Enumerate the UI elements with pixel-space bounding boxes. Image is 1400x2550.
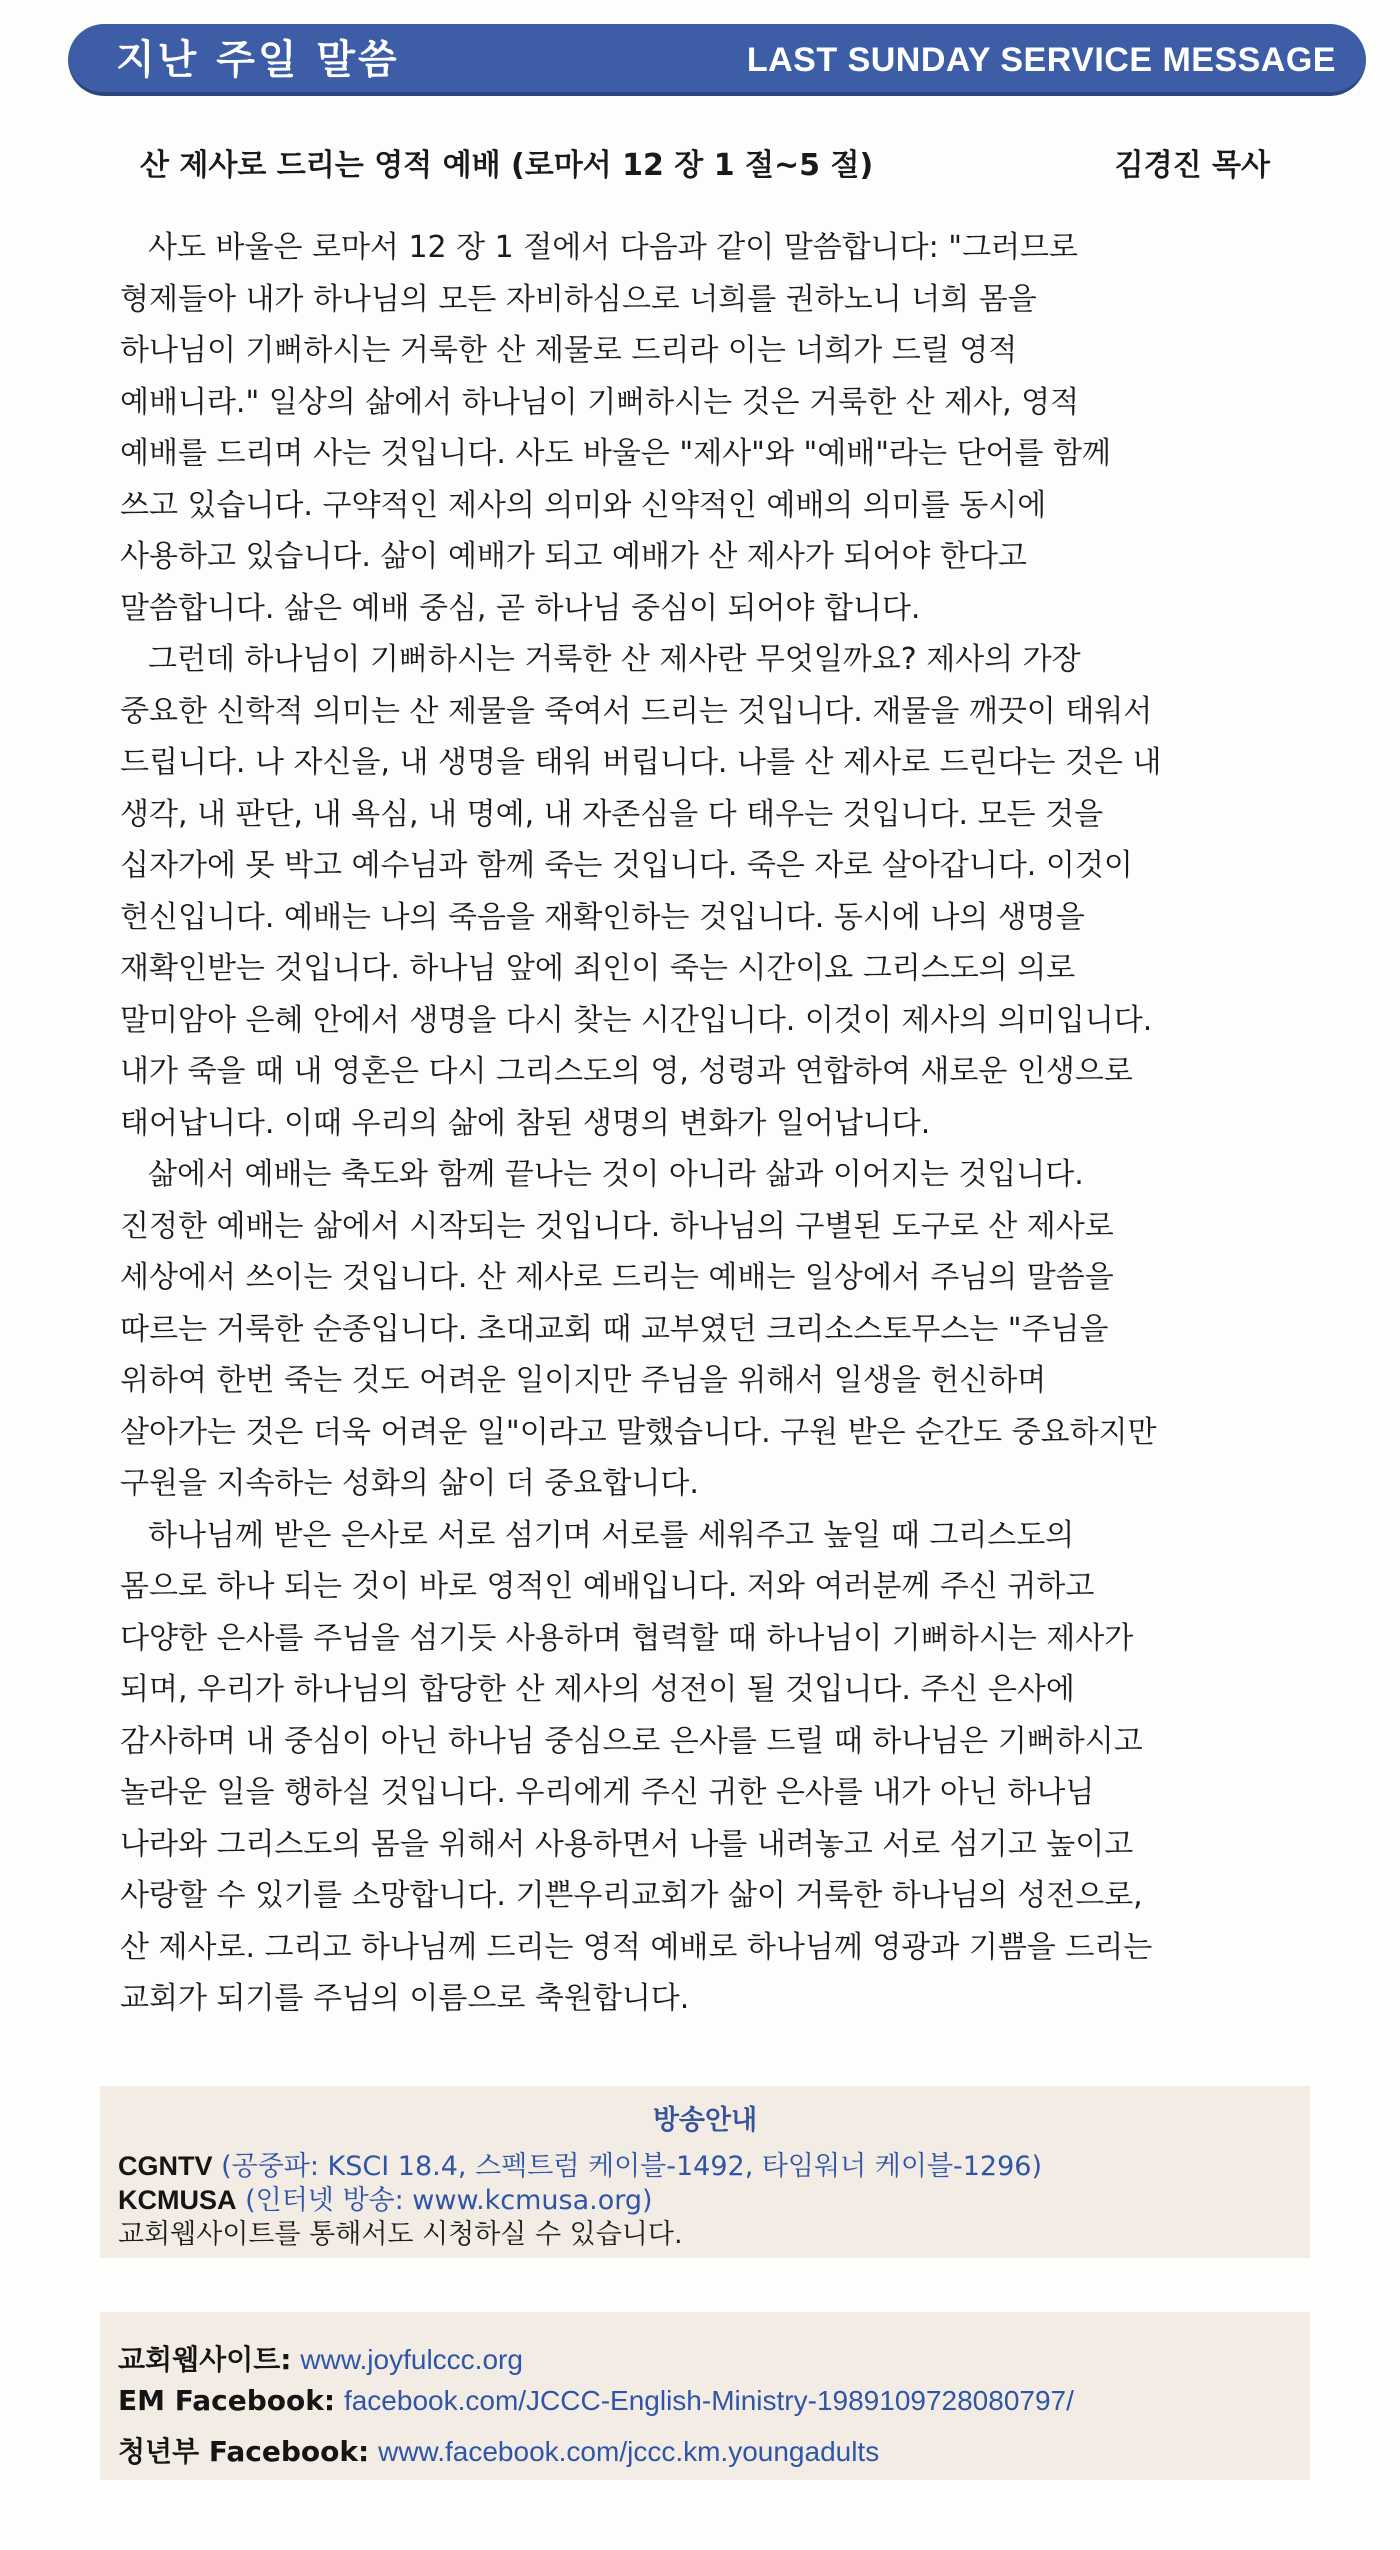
sermon-line: 생각, 내 판단, 내 욕심, 내 명예, 내 자존심을 다 태우는 것입니다. 모든 것을 (120, 796, 1104, 832)
broadcast-title: 방송안내 (652, 2105, 758, 2136)
sermon-line: 내가 죽을 때 내 영혼은 다시 그리스도의 영, 성령과 연합하여 새로운 인생으로 (120, 1054, 1133, 1089)
sermon-line: 따르는 거룩한 순종입니다. 초대교회 때 교부였던 크리소스토무스는 "주님을 (120, 1311, 1109, 1347)
sermon-line: 위하여 한번 죽는 것도 어려운 일이지만 주님을 위해서 일생을 헌신하며 (120, 1363, 1047, 1398)
youth-facebook-line (118, 2430, 879, 2470)
sermon-line: 세상에서 쓰이는 것입니다. 산 제사로 드리는 예배는 일상에서 주님의 말씀을 (120, 1260, 1114, 1295)
sermon-line: 사용하고 있습니다. 삶이 예배가 되고 예배가 산 제사가 되어야 한다고 (120, 539, 1027, 574)
kcmusa-detail: (인터넷 방송: www.kcmusa.org) (245, 2185, 653, 2216)
youth-facebook-label: 청년부 Facebook: (118, 2435, 370, 2468)
youth-facebook-link[interactable]: www.facebook.com/jccc.km.youngadults (378, 2436, 880, 2467)
sermon-line: 감사하며 내 중심이 아닌 하나님 중심으로 은사를 드릴 때 하나님은 기뻐하시고 (120, 1723, 1143, 1759)
sermon-author: 김경진 목사 (1114, 148, 1270, 183)
sermon-line: 사랑할 수 있기를 소망합니다. 기쁜우리교회가 삶이 거룩한 하나님의 성전으로, (120, 1878, 1143, 1913)
sermon-line: 다양한 은사를 주님을 섬기듯 사용하며 협력할 때 하나님이 기뻐하시는 제사가 (120, 1620, 1134, 1656)
sermon-line: 말씀합니다. 삶은 예배 중심, 곧 하나님 중심이 되어야 합니다. (120, 590, 921, 626)
sermon-line: 교회가 되기를 주님의 이름으로 축원합니다. (120, 1981, 690, 2016)
broadcast-info-box (100, 2086, 1310, 2258)
sermon-line: 진정한 예배는 삶에서 시작되는 것입니다. 하나님의 구별된 도구로 산 제사로 (120, 1208, 1114, 1244)
sermon-line: 삶에서 예배는 축도와 함께 끝나는 것이 아니라 삶과 이어지는 것입니다. (148, 1157, 1084, 1192)
sermon-line: 산 제사로. 그리고 하나님께 드리는 영적 예배로 하나님께 영광과 기쁨을 드리는 (120, 1929, 1153, 1965)
em-facebook-link[interactable]: facebook.com/JCCC-English-Ministry-1989109728080797/ (343, 2385, 1074, 2416)
sermon-line: 십자가에 못 박고 예수님과 함께 죽는 것입니다. 죽은 자로 살아갑니다. 이것이 (120, 848, 1133, 883)
sermon-line: 몸으로 하나 되는 것이 바로 영적인 예배입니다. 저와 여러분께 주신 귀하고 (120, 1569, 1095, 1604)
sermon-line: 드립니다. 나 자신을, 내 생명을 태워 버립니다. 나를 산 제사로 드린다는 것은 내 (120, 745, 1162, 780)
links-box (100, 2312, 1310, 2480)
sermon-line: 중요한 신학적 의미는 산 제물을 죽여서 드리는 것입니다. 재물을 깨끗이 태워서 (120, 693, 1153, 729)
sermon-line: 되며, 우리가 하나님의 합당한 산 제사의 성전이 될 것입니다. 주신 은사에 (120, 1672, 1075, 1707)
sermon-line: 말미암아 은혜 안에서 생명을 다시 찾는 시간입니다. 이것이 제사의 의미입니다. (120, 1002, 1153, 1038)
em-facebook-line (118, 2384, 1074, 2417)
sermon-paragraph (120, 1149, 1300, 1510)
sermon-line: 쓰고 있습니다. 구약적인 제사의 의미와 신약적인 예배의 의미를 동시에 (120, 487, 1047, 523)
sermon-line: 사도 바울은 로마서 12 장 1 절에서 다음과 같이 말씀합니다: "그러므로 (148, 230, 1079, 265)
sermon-paragraph (120, 1510, 1300, 2025)
website-line (118, 2338, 523, 2378)
sermon-line: 그런데 하나님이 기뻐하시는 거룩한 산 제사란 무엇일까요? 제사의 가장 (148, 642, 1081, 677)
sermon-line: 살아가는 것은 더욱 어려운 일"이라고 말했습니다. 구원 받은 순간도 중요하지만 (120, 1414, 1157, 1450)
sermon-line: 예배를 드리며 사는 것입니다. 사도 바울은 "제사"와 "예배"라는 단어를 함께 (120, 436, 1111, 471)
website-label: 교회웹사이트: (118, 2343, 292, 2376)
sermon-line: 구원을 지속하는 성화의 삶이 더 중요합니다. (120, 1466, 699, 1501)
sermon-heading (140, 140, 1270, 190)
sermon-line: 놀라운 일을 행하실 것입니다. 우리에게 주신 귀한 은사를 내가 아닌 하나님 (120, 1775, 1095, 1810)
banner-title-korean: 지난 주일 말씀 (116, 37, 400, 83)
sermon-paragraph (120, 634, 1300, 1149)
sermon-line: 헌신입니다. 예배는 나의 죽음을 재확인하는 것입니다. 동시에 나의 생명을 (120, 899, 1085, 935)
sermon-line: 형제들아 내가 하나님의 모든 자비하심으로 너희를 권하노니 너희 몸을 (120, 281, 1037, 317)
kcmusa-name: KCMUSA (118, 2185, 237, 2215)
broadcast-note-text: 교회웹사이트를 통해서도 시청하실 수 있습니다. (118, 2219, 683, 2250)
sermon-line: 하나님께 받은 은사로 서로 섬기며 서로를 세워주고 높일 때 그리스도의 (148, 1517, 1075, 1553)
sermon-body (120, 222, 1300, 2025)
sermon-line: 예배니라." 일상의 삶에서 하나님이 기뻐하시는 것은 거룩한 산 제사, 영적 (120, 384, 1080, 420)
sermon-line: 나라와 그리스도의 몸을 위해서 사용하면서 나를 내려놓고 서로 섬기고 높이고 (120, 1826, 1134, 1862)
em-facebook-label: EM Facebook: (118, 2384, 336, 2417)
sermon-line: 태어납니다. 이때 우리의 삶에 참된 생명의 변화가 일어납니다. (120, 1105, 931, 1141)
sermon-paragraph (120, 222, 1300, 634)
section-banner (68, 24, 1366, 96)
cgntv-name: CGNTV (118, 2151, 213, 2181)
website-link[interactable]: www.joyfulccc.org (300, 2344, 523, 2375)
sermon-line: 하나님이 기뻐하시는 거룩한 산 제물로 드리라 이는 너희가 드릴 영적 (120, 333, 1018, 368)
sermon-title: 산 제사로 드리는 영적 예배 (로마서 12 장 1 절~5 절) (140, 148, 874, 183)
cgntv-detail: (공중파: KSCI 18.4, 스펙트럼 케이블-1492, 타임워너 케이블-1296) (221, 2151, 1042, 2182)
broadcast-note (118, 2212, 683, 2251)
banner-title-english: LAST SUNDAY SERVICE MESSAGE (746, 41, 1336, 79)
sermon-line: 재확인받는 것입니다. 하나님 앞에 죄인이 죽는 시간이요 그리스도의 의로 (120, 951, 1076, 986)
